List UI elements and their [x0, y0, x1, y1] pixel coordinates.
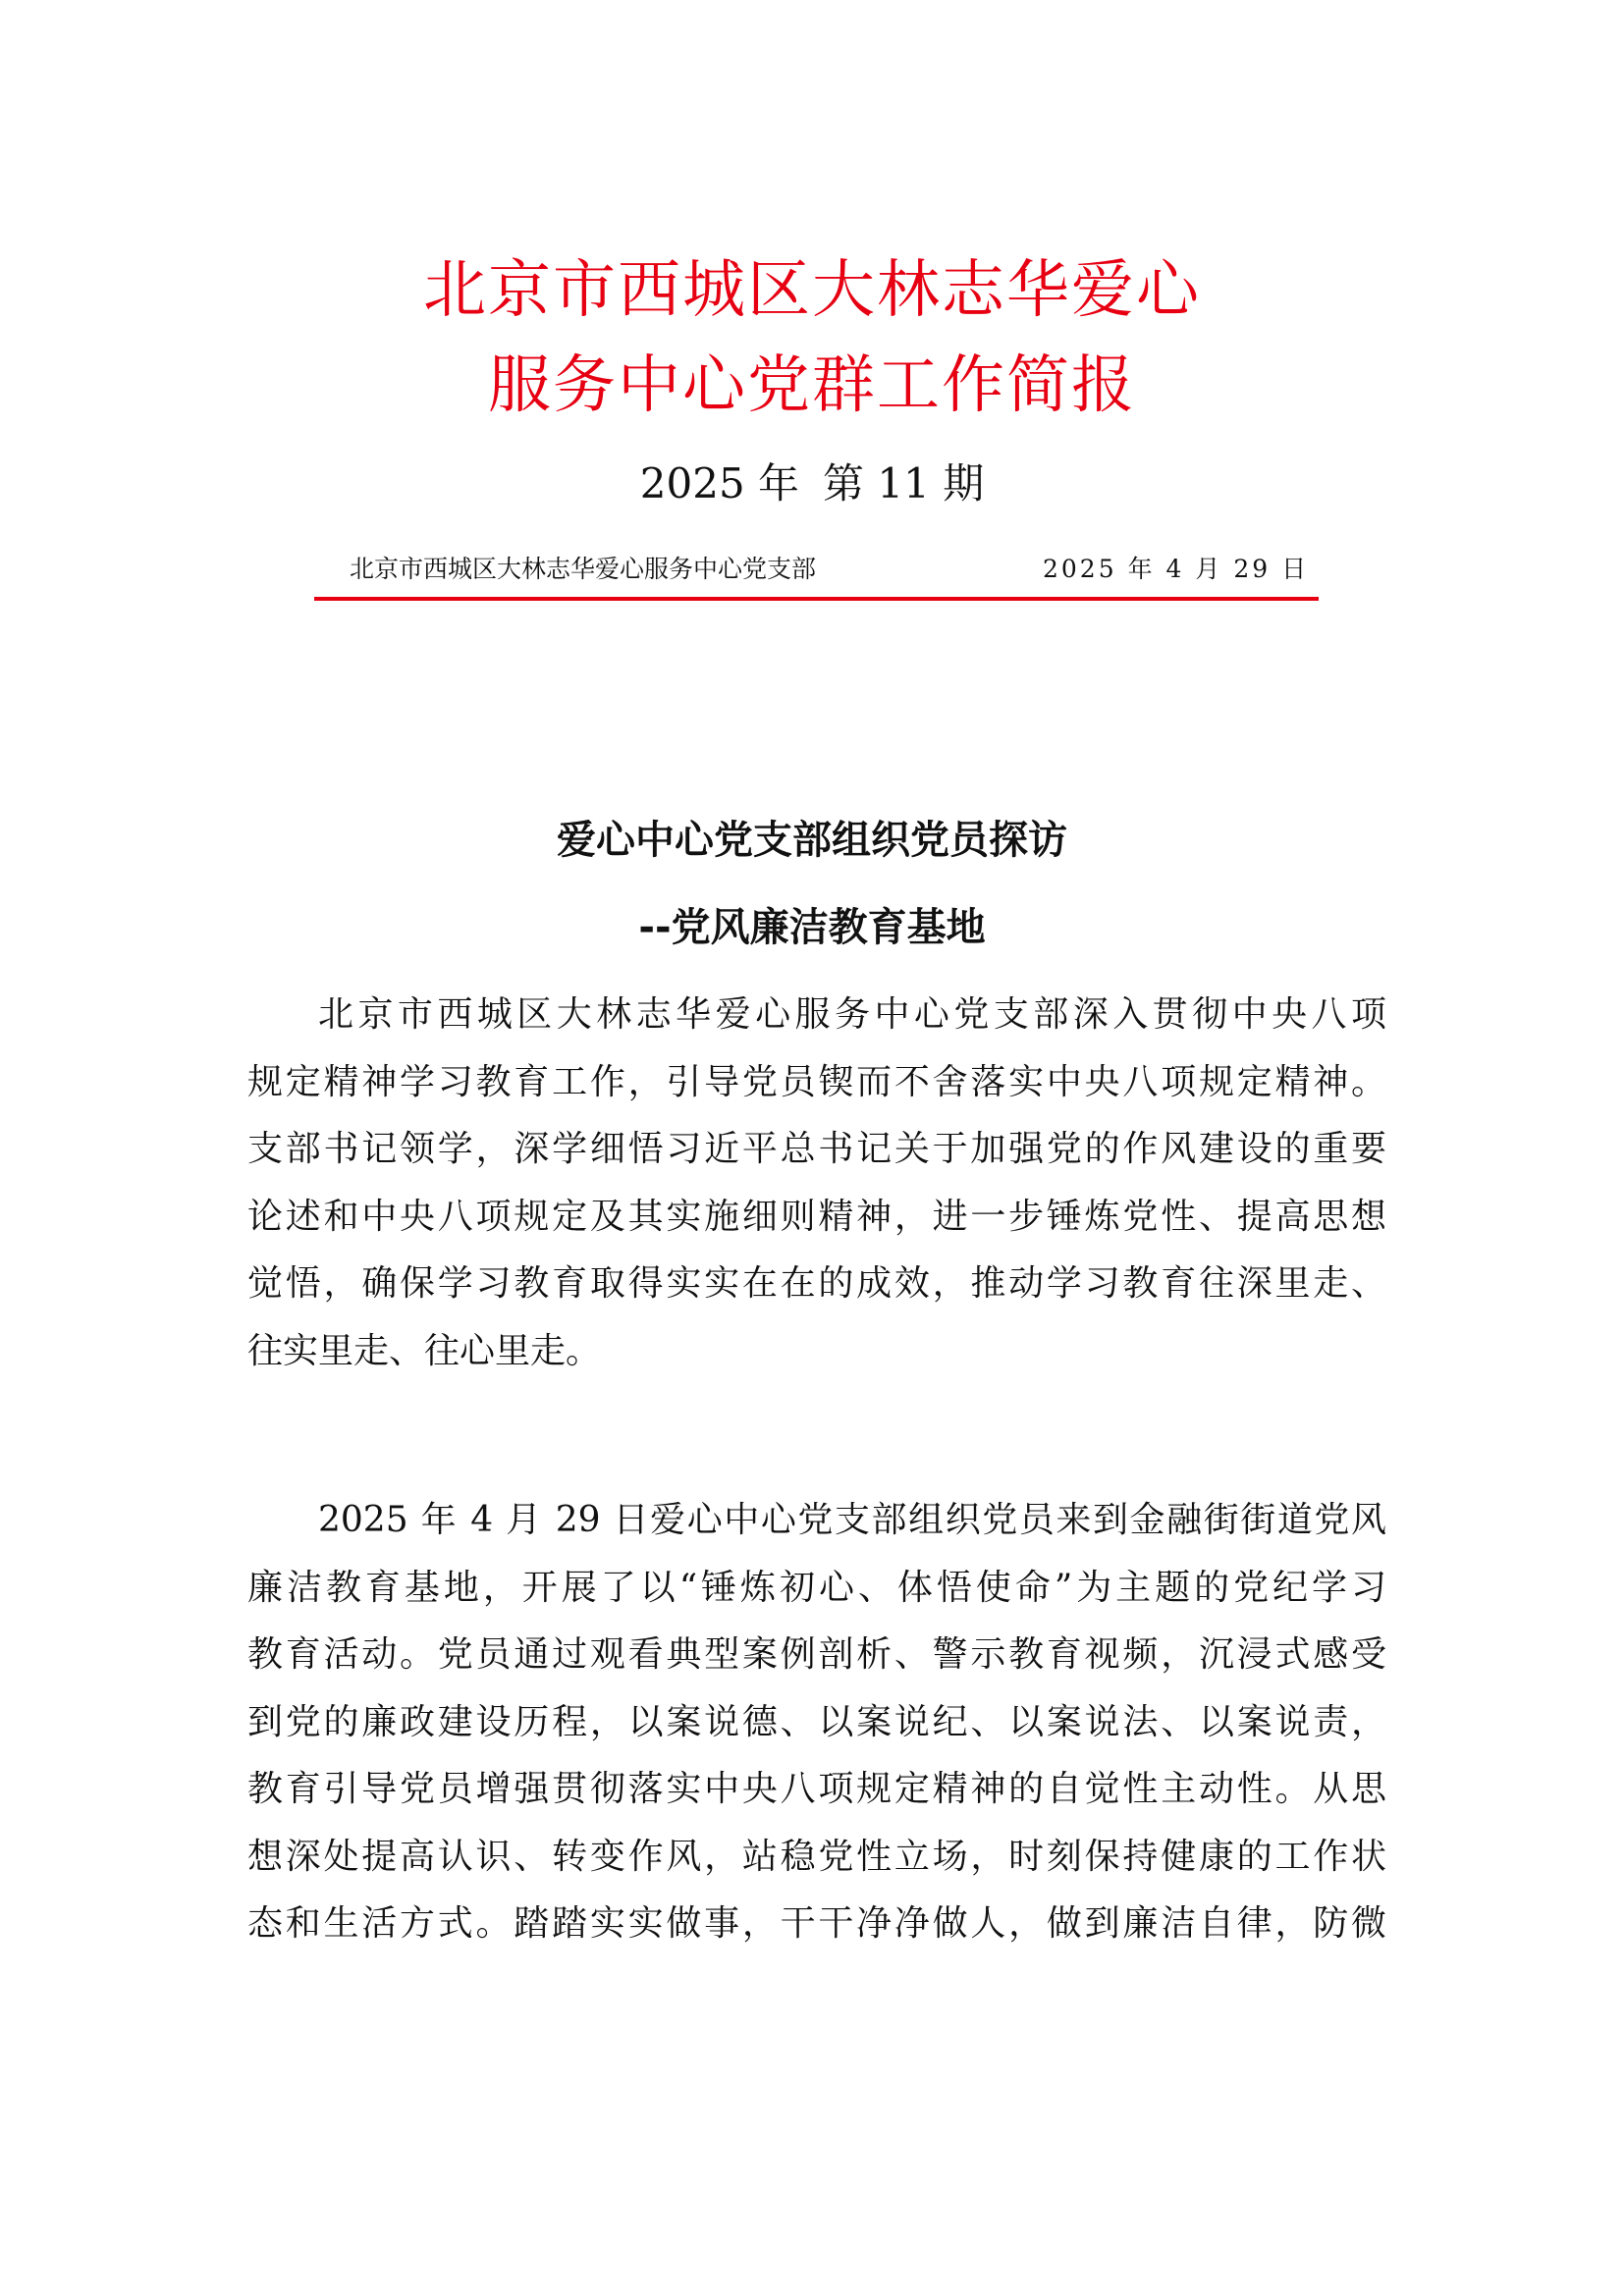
issuer-organization: 北京市西城区大林志华爱心服务中心党支部 — [350, 555, 817, 583]
paragraph-line: 到党的廉政建设历程，以案说德、以案说纪、以案说法、以案说责， — [247, 1701, 1386, 1742]
issue-number — [0, 459, 1624, 507]
issue-period: 第 11 期 — [823, 459, 985, 507]
issue-year: 2025 年 — [639, 459, 800, 507]
red-divider-rule — [314, 597, 1319, 601]
paragraph-line: 廉洁教育基地，开展了以“锤炼初心、体悟使命”为主题的党纪学习 — [247, 1567, 1386, 1608]
paragraph-line: 2025 年 4 月 29 日爱心中心党支部组织党员来到金融街街道党风 — [318, 1500, 1386, 1540]
paragraph-line: 教育引导党员增强贯彻落实中央八项规定精神的自觉性主动性。从思 — [247, 1769, 1386, 1809]
paragraph-line: 支部书记领学，深学细悟习近平总书记关于加强党的作风建设的重要 — [247, 1129, 1386, 1169]
issue-date: 2025 年 4 月 29 日 — [1043, 555, 1310, 583]
paragraph-line: 往实里走、往心里走。 — [247, 1330, 602, 1371]
paragraph-line: 规定精神学习教育工作，引导党员锲而不舍落实中央八项规定精神。 — [247, 1061, 1386, 1102]
paragraph-line: 教育活动。党员通过观看典型案例剖析、警示教育视频，沉浸式感受 — [247, 1634, 1386, 1675]
article-title-line-1: 爱心中心党支部组织党员探访 — [557, 818, 1067, 863]
article-paragraph-1 — [247, 982, 1386, 1385]
paragraph-line: 论述和中央八项规定及其实施细则精神，进一步锤炼党性、提高思想 — [247, 1196, 1386, 1237]
paragraph-line: 想深处提高认识、转变作风，站稳党性立场，时刻保持健康的工作状 — [247, 1836, 1386, 1877]
masthead-title-line-1: 北京市西城区大林志华爱心 — [423, 254, 1201, 327]
article-title-line-2: --党风廉洁教育基地 — [638, 905, 986, 950]
paragraph-line: 北京市西城区大林志华爱心服务中心党支部深入贯彻中央八项 — [318, 994, 1386, 1035]
article-paragraph-2 — [247, 1487, 1386, 1958]
masthead-title-line-2: 服务中心党群工作简报 — [488, 349, 1136, 422]
paragraph-line: 觉悟，确保学习教育取得实实在在的成效，推动学习教育往深里走、 — [247, 1263, 1386, 1304]
paragraph-line: 态和生活方式。踏踏实实做事，干干净净做人，做到廉洁自律，防微 — [247, 1903, 1386, 1944]
